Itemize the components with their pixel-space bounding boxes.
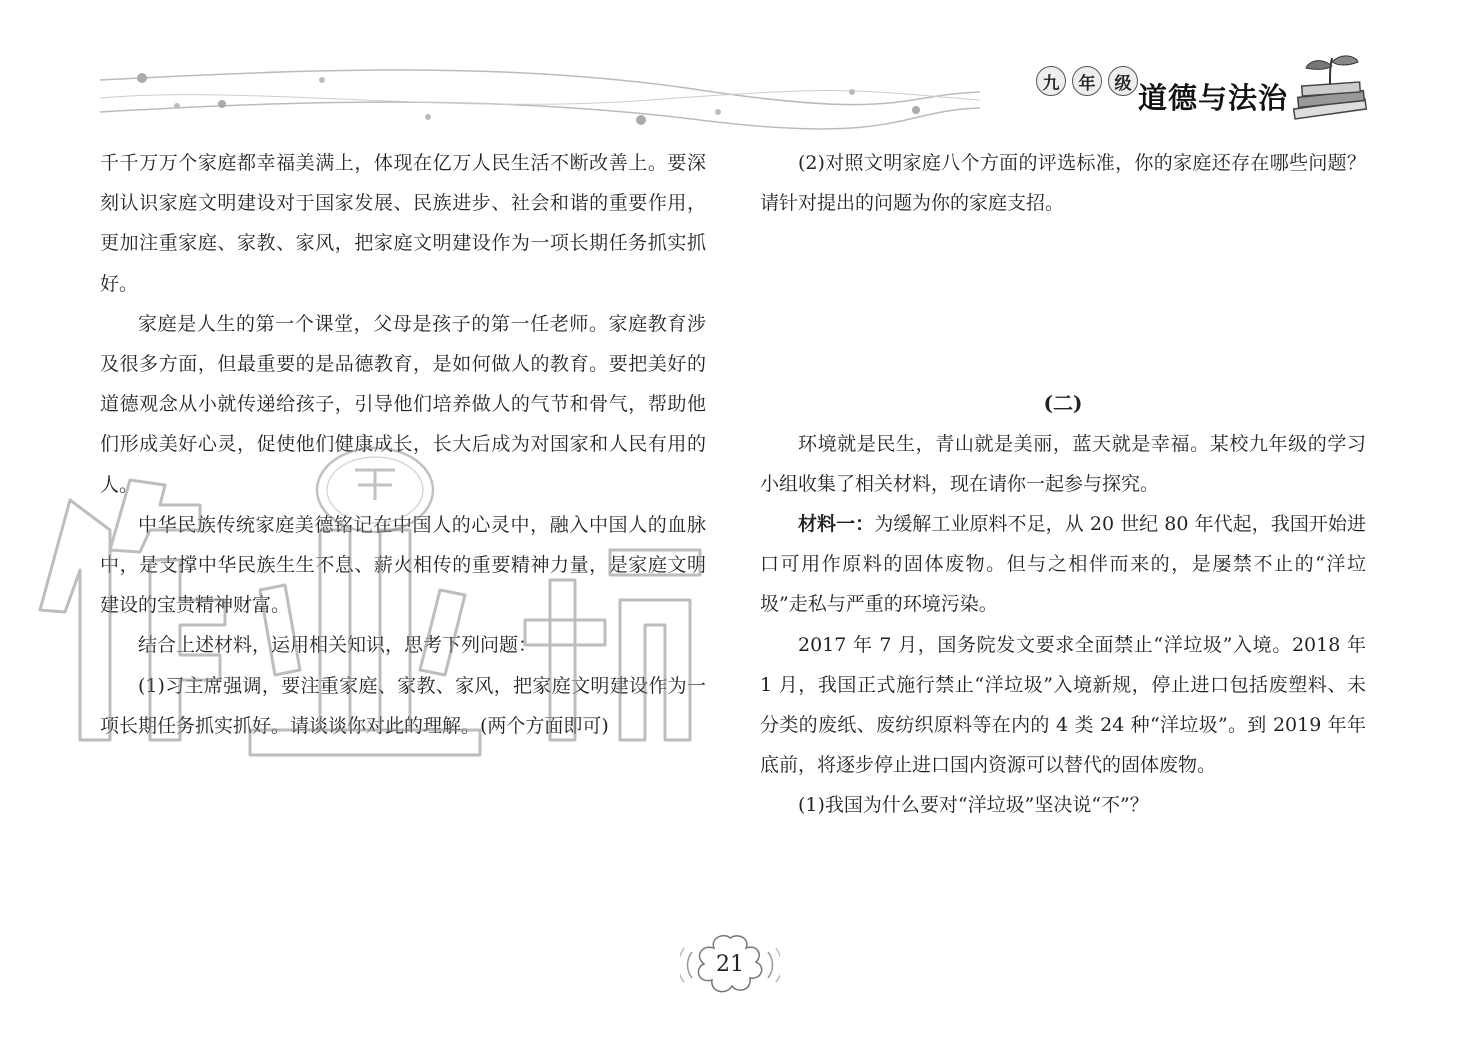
grade-badge-char: 级: [1108, 66, 1138, 96]
paragraph: 千千万万个家庭都幸福美满上，体现在亿万人民生活不断改善上。要深刻认识家庭文明建设对于国家发展、民族进步、社会和谐的重要作用，更加注重家庭、家教、家风，把家庭文明建设作为一项长期任务抓实抓好。: [100, 152, 706, 295]
paragraph-2017: 2017 年 7 月，国务院发文要求全面禁止“洋垃圾”入境。2018 年 1 月，我国正式施行禁止“洋垃圾”入境新规，停止进口包括废塑料、未分类的废纸、废纺织原料等在内的 4 类 24 种“洋垃圾”。到 2019 年年底前，将逐步停止进口国内资源可以替代的固体废物。: [760, 633, 1366, 777]
material-label: 材料一：: [798, 513, 875, 536]
intro-paragraph: 环境就是民生，青山就是美丽，蓝天就是幸福。某校九年级的学习小组收集了相关材料，现在请你一起参与探究。: [760, 432, 1366, 495]
page-number: 21: [716, 951, 744, 977]
books-plant-icon: [1286, 52, 1376, 132]
grade-badges: [1036, 66, 1138, 96]
paragraph: 中华民族传统家庭美德铭记在中国人的心灵中，融入中国人的血脉中，是支撑中华民族生生不息、薪火相传的重要精神力量，是家庭文明建设的宝贵精神财富。: [100, 513, 706, 617]
material-text: 为缓解工业原料不足，从 20 世纪 80 年代起，我国开始进口可用作原料的固体废物。但与之相伴而来的，是屡禁不止的“洋垃圾”走私与严重的环境污染。: [760, 513, 1366, 616]
question-1-right: (1)我国为什么要对“洋垃圾”坚决说“不”？: [798, 794, 1149, 817]
subject-title: 道德与法治: [1138, 81, 1289, 115]
answer-space: [760, 223, 1366, 383]
right-column: [760, 143, 1366, 826]
watermark-stamp: [310, 440, 440, 540]
question-2: (2)对照文明家庭八个方面的评选标准，你的家庭还存在哪些问题？请针对提出的问题为你的家庭支招。: [760, 152, 1366, 215]
grade-badge-char: 九: [1036, 66, 1066, 96]
question-1-left: (1)习主席强调，要注重家庭、家教、家风，把家庭文明建设作为一项长期任务抓实抓好。请谈谈你对此的理解。(两个方面即可): [100, 674, 706, 737]
section-title: (二): [1043, 391, 1083, 416]
paragraph: 结合上述材料，运用相关知识，思考下列问题：: [138, 634, 538, 657]
paragraph: 家庭是人生的第一个课堂，父母是孩子的第一任老师。家庭教育涉及很多方面，但最重要的是品德教育，是如何做人的教育。要把美好的道德观念从小就传递给孩子，引导他们培养做人的气节和骨气，帮助他们形成美好心灵，促使他们健康成长，长大后成为对国家和人民有用的人。: [100, 312, 706, 496]
grade-badge-char: 年: [1072, 66, 1102, 96]
page-number-badge: [680, 930, 780, 998]
material-one: [760, 504, 1366, 625]
header-wave-decoration: [0, 0, 1466, 140]
